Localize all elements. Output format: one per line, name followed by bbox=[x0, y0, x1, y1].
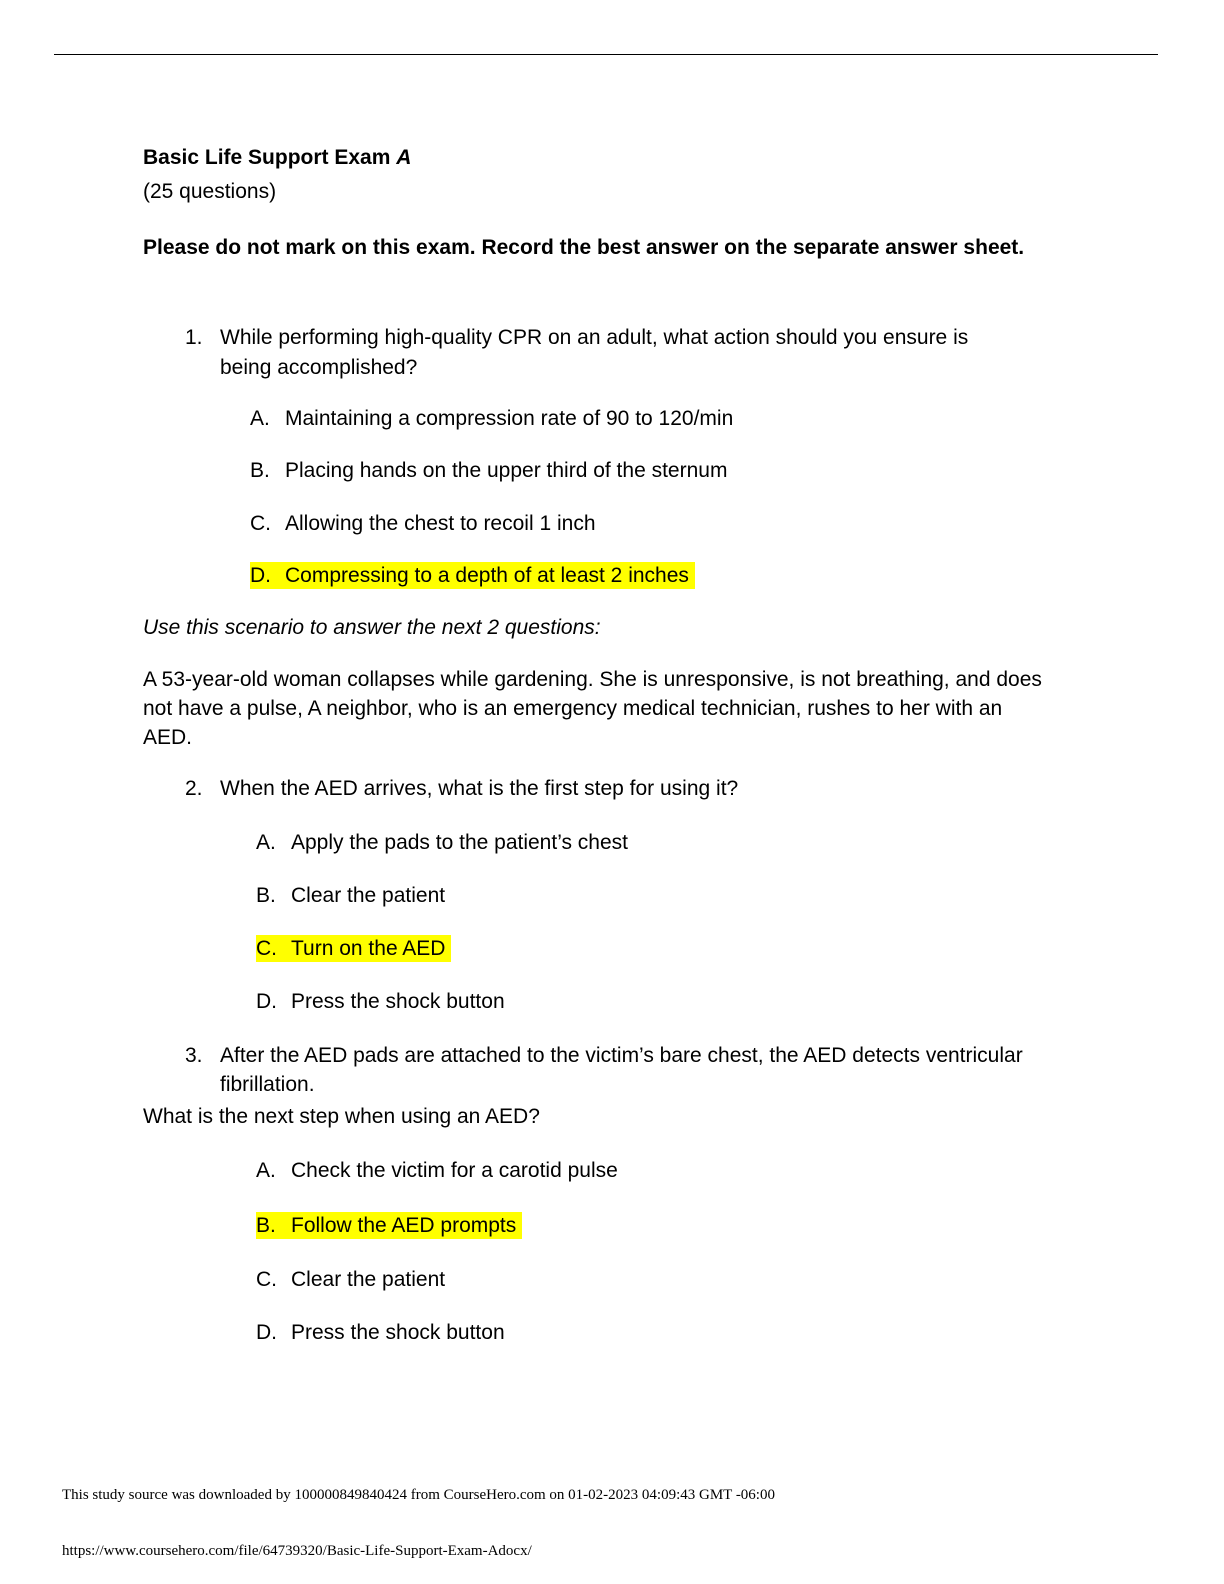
question-2-text: When the AED arrives, what is the first step for using it? bbox=[220, 777, 739, 800]
exam-title-version: A bbox=[396, 146, 412, 169]
q2-option-d bbox=[256, 990, 505, 1014]
question-3-line-1: After the AED pads are attached to the victim’s bare chest, the AED detects ventricular bbox=[220, 1044, 1023, 1067]
q1-option-b bbox=[250, 459, 727, 483]
q3-option-c-letter: C. bbox=[256, 1268, 277, 1291]
scenario-line-1: A 53-year-old woman collapses while gardening. She is unresponsive, is not breathing, and does bbox=[143, 668, 1042, 691]
answer-highlight bbox=[250, 562, 695, 589]
exam-title-main: Basic Life Support Exam bbox=[143, 146, 391, 169]
q1-option-a-text: Maintaining a compression rate of 90 to 120/min bbox=[285, 407, 734, 430]
q3-option-a bbox=[256, 1159, 618, 1183]
q3-option-c-text: Clear the patient bbox=[291, 1268, 446, 1291]
question-1-number: 1. bbox=[185, 326, 203, 349]
q1-option-c bbox=[250, 512, 596, 536]
question-1-line-2: being accomplished? bbox=[220, 356, 418, 379]
q1-option-b-letter: B. bbox=[250, 459, 270, 482]
q3-option-d-letter: D. bbox=[256, 1321, 277, 1344]
q3-option-c bbox=[256, 1268, 445, 1292]
exam-title bbox=[143, 146, 411, 170]
q3-option-a-letter: A. bbox=[256, 1159, 276, 1182]
q2-option-c-letter: C. bbox=[256, 937, 277, 960]
q2-option-c-highlighted bbox=[256, 937, 451, 961]
exam-subtitle: (25 questions) bbox=[143, 180, 277, 203]
q1-option-a bbox=[250, 407, 733, 431]
q3-option-d-text: Press the shock button bbox=[291, 1321, 505, 1344]
scenario-intro: Use this scenario to answer the next 2 questions: bbox=[143, 616, 601, 639]
question-3-line-3: What is the next step when using an AED? bbox=[143, 1105, 540, 1128]
q2-option-b-letter: B. bbox=[256, 884, 276, 907]
q1-option-c-letter: C. bbox=[250, 512, 271, 535]
q2-option-b-text: Clear the patient bbox=[291, 884, 446, 907]
question-3-number: 3. bbox=[185, 1044, 203, 1067]
q3-option-b-text: Follow the AED prompts bbox=[291, 1214, 517, 1237]
q1-option-a-letter: A. bbox=[250, 407, 270, 430]
question-3-line-2: fibrillation. bbox=[220, 1073, 315, 1096]
header-rule bbox=[54, 54, 1158, 55]
q2-option-a bbox=[256, 831, 628, 855]
q2-option-b bbox=[256, 884, 445, 908]
q1-option-d-letter: D. bbox=[250, 564, 271, 587]
q1-option-b-text: Placing hands on the upper third of the sternum bbox=[285, 459, 728, 482]
q2-option-d-text: Press the shock button bbox=[291, 990, 505, 1013]
q2-option-a-text: Apply the pads to the patient’s chest bbox=[291, 831, 629, 854]
q2-option-c-text: Turn on the AED bbox=[291, 937, 446, 960]
q3-option-a-text: Check the victim for a carotid pulse bbox=[291, 1159, 618, 1182]
q1-option-c-text: Allowing the chest to recoil 1 inch bbox=[285, 512, 596, 535]
footer-url-link[interactable]: https://www.coursehero.com/file/64739320/Basic-Life-Support-Exam-Adocx/ bbox=[62, 1543, 532, 1559]
question-2-number: 2. bbox=[185, 777, 203, 800]
scenario-line-2: not have a pulse, A neighbor, who is an emergency medical technician, rushes to her with an bbox=[143, 697, 1003, 720]
footer-source-note: This study source was downloaded by 100000849840424 from CourseHero.com on 01-02-2023 04:09:43 GMT -06:00 bbox=[62, 1487, 775, 1503]
q3-option-b-letter: B. bbox=[256, 1214, 276, 1237]
scenario-line-3: AED. bbox=[143, 726, 193, 749]
q3-option-d bbox=[256, 1321, 505, 1345]
q2-option-d-letter: D. bbox=[256, 990, 277, 1013]
q2-option-a-letter: A. bbox=[256, 831, 276, 854]
answer-highlight bbox=[256, 1212, 522, 1239]
q1-option-d-text: Compressing to a depth of at least 2 inches bbox=[285, 564, 689, 587]
q1-option-d-highlighted bbox=[250, 564, 695, 588]
answer-highlight bbox=[256, 935, 451, 962]
q3-option-b-highlighted bbox=[256, 1214, 522, 1238]
exam-instructions: Please do not mark on this exam. Record the best answer on the separate answer sheet. bbox=[143, 236, 1025, 259]
question-1-line-1: While performing high-quality CPR on an adult, what action should you ensure is bbox=[220, 326, 969, 349]
